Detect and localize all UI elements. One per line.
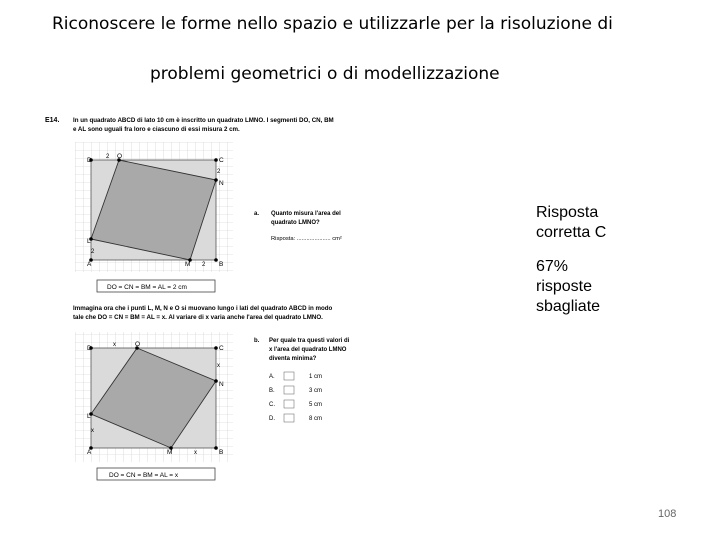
wrong-answers-note <box>536 257 656 317</box>
option-letter: C. <box>269 402 275 408</box>
label-d-2: D <box>87 345 92 352</box>
var-top: x <box>113 342 116 348</box>
option-checkbox <box>284 386 294 394</box>
note-line: 67% <box>536 258 569 275</box>
label-l: L <box>87 238 91 245</box>
part-b-question-1: Per quale tra questi valori di <box>269 338 350 344</box>
label-c-2: C <box>219 345 224 352</box>
label-n: N <box>219 180 224 187</box>
exercise-intro-1: In un quadrato ABCD di lato 10 cm è inscritto un quadrato LMNO. I segmenti DO, CN, BM <box>73 117 334 124</box>
label-c: C <box>219 157 224 164</box>
point-n-2 <box>214 379 218 383</box>
exercise-intro-2: e AL sono uguali fra loro e ciascuno di essi misura 2 cm. <box>73 126 240 133</box>
option-value: 1 cm <box>309 374 323 380</box>
dim-left: 2 <box>91 249 95 255</box>
fig1-caption: DO = CN = BM = AL = 2 cm <box>107 284 187 291</box>
option-checkbox <box>284 400 294 408</box>
fig2-caption: DO = CN = BM = AL = x <box>109 472 179 479</box>
part-b-question-2: x l'area del quadrato LMNO <box>269 347 347 353</box>
option-b <box>269 386 322 394</box>
exercise-number: E14. <box>45 117 60 124</box>
option-letter: A. <box>269 374 275 380</box>
label-o-2: O <box>135 341 141 348</box>
dim-right: 2 <box>217 169 221 175</box>
label-a-2: A <box>87 449 92 456</box>
correct-answer-note <box>536 203 656 243</box>
middle-text-1: Immagina ora che i punti L, M, N e O si muovano lungo i lati del quadrato ABCD in modo <box>73 305 333 312</box>
var-bottom: x <box>194 450 197 456</box>
option-c <box>269 400 322 408</box>
middle-text-2: tale che DO = CN = BM = AL = x. Al variare di x varia anche l'area del quadrato LMNO. <box>73 314 323 321</box>
point-n <box>214 178 218 182</box>
label-a: A <box>87 261 92 268</box>
option-checkbox <box>284 372 294 380</box>
option-value: 5 cm <box>309 402 323 408</box>
part-b-question-3: diventa minima? <box>269 356 317 362</box>
note-line: risposte <box>536 278 593 295</box>
label-n-2: N <box>219 381 224 388</box>
option-letter: B. <box>269 388 275 394</box>
exercise-scan <box>43 110 383 490</box>
label-b: B <box>219 261 224 268</box>
label-d: D <box>87 157 92 164</box>
part-a-answer: Risposta: ..................... cm² <box>271 236 342 242</box>
option-value: 3 cm <box>309 388 323 394</box>
point-c <box>214 158 218 162</box>
figure-1 <box>75 142 233 292</box>
figure-2 <box>75 332 233 480</box>
part-a-question-2: quadrato LMNO? <box>271 220 320 226</box>
label-m: M <box>185 261 191 268</box>
slide-title-line-2: problemi geometrici o di modellizzazione <box>150 64 500 84</box>
option-letter: D. <box>269 416 275 422</box>
note-line: corretta C <box>536 224 607 241</box>
label-m-2: M <box>167 449 173 456</box>
note-line: Risposta <box>536 204 599 221</box>
note-line: sbagliate <box>536 298 601 315</box>
page-number: 108 <box>658 508 677 520</box>
point-b-2 <box>214 446 218 450</box>
option-a <box>269 372 322 380</box>
var-right: x <box>217 363 220 369</box>
option-d <box>269 414 322 422</box>
label-b-2: B <box>219 449 224 456</box>
part-a-letter: a. <box>254 211 260 217</box>
slide-title-line-1: Riconoscere le forme nello spazio e utilizzarle per la risoluzione di <box>52 14 613 34</box>
point-c-2 <box>214 346 218 350</box>
var-left: x <box>91 428 94 434</box>
dim-top: 2 <box>106 154 110 160</box>
option-checkbox <box>284 414 294 422</box>
part-b-letter: b. <box>254 338 260 344</box>
label-o: O <box>117 153 123 160</box>
dim-bottom: 2 <box>202 262 206 268</box>
part-a-question-1: Quanto misura l'area del <box>271 211 341 217</box>
option-value: 8 cm <box>309 416 323 422</box>
point-b <box>214 258 218 262</box>
label-l-2: L <box>87 413 91 420</box>
